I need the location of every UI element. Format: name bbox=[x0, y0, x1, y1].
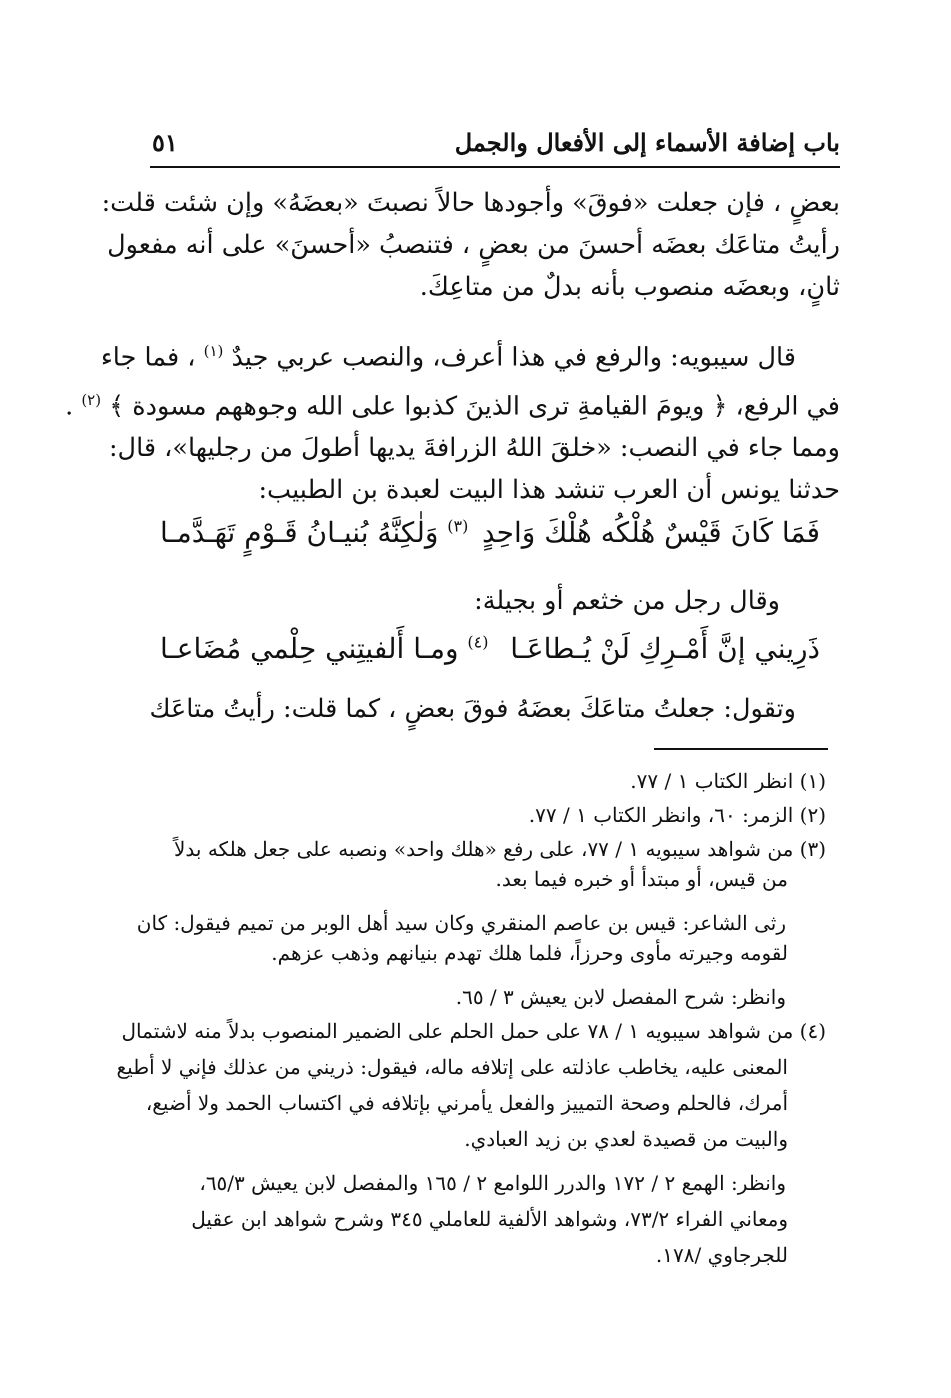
footnote-1: (١) انظر الكتاب ١ / ٧٧. bbox=[630, 769, 826, 793]
paragraph-3 bbox=[140, 688, 840, 730]
text-line: رأيتُ متاعَك بعضَه أحسنَ من بعضٍ ، فتنصبُ «أحسنَ» على أنه مفعول bbox=[107, 230, 840, 260]
verse-hemistich-left bbox=[160, 516, 468, 549]
footnote-4-line: المعنى عليه، يخاطب عاذلته على إتلافه ماله، فيقول: ذريني من عذلك فإني لا أطيع bbox=[116, 1055, 788, 1079]
footnote-3-line: (٣) من شواهد سيبويه ١ / ٧٧، على رفع «هلك واحد» ونصبه على جعل هلكه بدلاً bbox=[173, 837, 826, 861]
text-line: حدثنا يونس أن العرب تنشد هذا البيت لعبدة بن الطبيب: bbox=[258, 475, 840, 505]
footnote-2: (٢) الزمر: ٦٠، وانظر الكتاب ١ / ٧٧. bbox=[528, 803, 826, 827]
footnote-3-line: رثى الشاعر: قيس بن عاصم المنقري وكان سيد أهل الوبر من تميم فيقول: كان bbox=[136, 911, 786, 935]
paragraph-1 bbox=[101, 182, 840, 308]
text-line bbox=[100, 330, 840, 379]
footnote-4-line: وانظر: الهمع ٢ / ١٧٢ والدرر اللوامع ٢ / ١٦٥ والمفصل لابن يعيش ٦٥/٣، bbox=[199, 1171, 786, 1195]
chapter-title: باب إضافة الأسماء إلى الأفعال والجمل bbox=[454, 128, 840, 157]
text-span: ، فما جاء bbox=[100, 342, 196, 373]
verse-hemistich-right: ذَرِيني إنَّ أَمْـرِكِ لَنْ يُـطاعَـا bbox=[510, 632, 820, 665]
verse-hemistich-left bbox=[160, 632, 488, 665]
text-line bbox=[65, 379, 840, 428]
text-span: قال سيبويه: والرفع في هذا أعرف، والنصب عربي جيدٌ bbox=[231, 342, 796, 373]
text-line: بعضٍ ، فإن جعلت «فوقَ» وأجودها حالاً نصبتَ «بعضَهُ» وإن شئت قلت: bbox=[101, 188, 840, 218]
verse-text: ومـا أَلفيتِني حِلْمي مُضَاعـا bbox=[160, 632, 459, 665]
paragraph-2 bbox=[65, 330, 840, 511]
footnote-3-line: لقومه وجيرته مأوى وحرزاً، فلما هلك تهدم بنيانهم وذهب عزهم. bbox=[271, 941, 788, 965]
verse-hemistich-right: فَمَا كَانَ قَيْسٌ هُلْكُه هُلْكَ وَاحِدٍ bbox=[481, 516, 820, 549]
page-number: ٥١ bbox=[152, 128, 178, 157]
footnotes bbox=[116, 766, 826, 1270]
text-line: ومما جاء في النصب: «خلقَ اللهُ الزرافةَ يديها أطولَ من رجليها»، قال: bbox=[108, 433, 840, 463]
footnote-separator bbox=[654, 748, 828, 750]
footnote-4-line: ومعاني الفراء ٧٣/٢، وشواهد الألفية للعاملي ٣٤٥ وشرح شواهد ابن عقيل bbox=[191, 1207, 788, 1231]
verse-2-intro bbox=[140, 580, 840, 622]
footnote-ref-1[interactable]: (١) bbox=[203, 342, 224, 360]
verse-1 bbox=[160, 516, 820, 564]
verse-2 bbox=[160, 632, 820, 680]
footnote-4-line: للجرجاوي /١٧٨. bbox=[655, 1243, 788, 1267]
footnote-4-line: (٤) من شواهد سيبويه ١ / ٧٨ على حمل الحلم على الضمير المنصوب بدلاً منه لاشتمال bbox=[121, 1019, 826, 1043]
footnote-ref-3[interactable]: (٣) bbox=[447, 516, 469, 536]
text-span: في الرفع، ﴿ ويومَ القيامةِ ترى الذينَ كذبوا على الله وجوههم مسودة ﴾ bbox=[109, 391, 840, 421]
text-line: وتقول: جعلتُ متاعَكَ بعضَهُ فوقَ بعضٍ ، كما قلت: رأيتُ متاعَك bbox=[149, 694, 796, 724]
text-line: ثانٍ، وبعضَه منصوب بأنه بدلٌ من متاعِكَ. bbox=[419, 272, 840, 302]
footnote-ref-4[interactable]: (٤) bbox=[467, 632, 489, 652]
running-header bbox=[150, 122, 840, 168]
footnote-ref-2[interactable]: (٢) bbox=[81, 390, 102, 409]
footnote-3-line: من قيس، أو مبتدأ أو خبره فيما بعد. bbox=[495, 867, 788, 891]
text-line: وقال رجل من خثعم أو بجيلة: bbox=[474, 586, 780, 616]
footnote-3-line: وانظر: شرح المفصل لابن يعيش ٣ / ٦٥. bbox=[455, 985, 786, 1009]
text-span: . bbox=[65, 391, 74, 421]
verse-text: وَلٰكِنَّهُ بُنيـانُ قَـوْمٍ تَهَـدَّمـا bbox=[160, 516, 439, 549]
footnote-4-line: أمرك، فالحلم وصحة التمييز والفعل يأمرني بإتلافه في اكتساب الحمد ولا أضيع، bbox=[145, 1091, 788, 1115]
footnote-4-line: والبيت من قصيدة لعدي بن زيد العبادي. bbox=[464, 1127, 788, 1151]
